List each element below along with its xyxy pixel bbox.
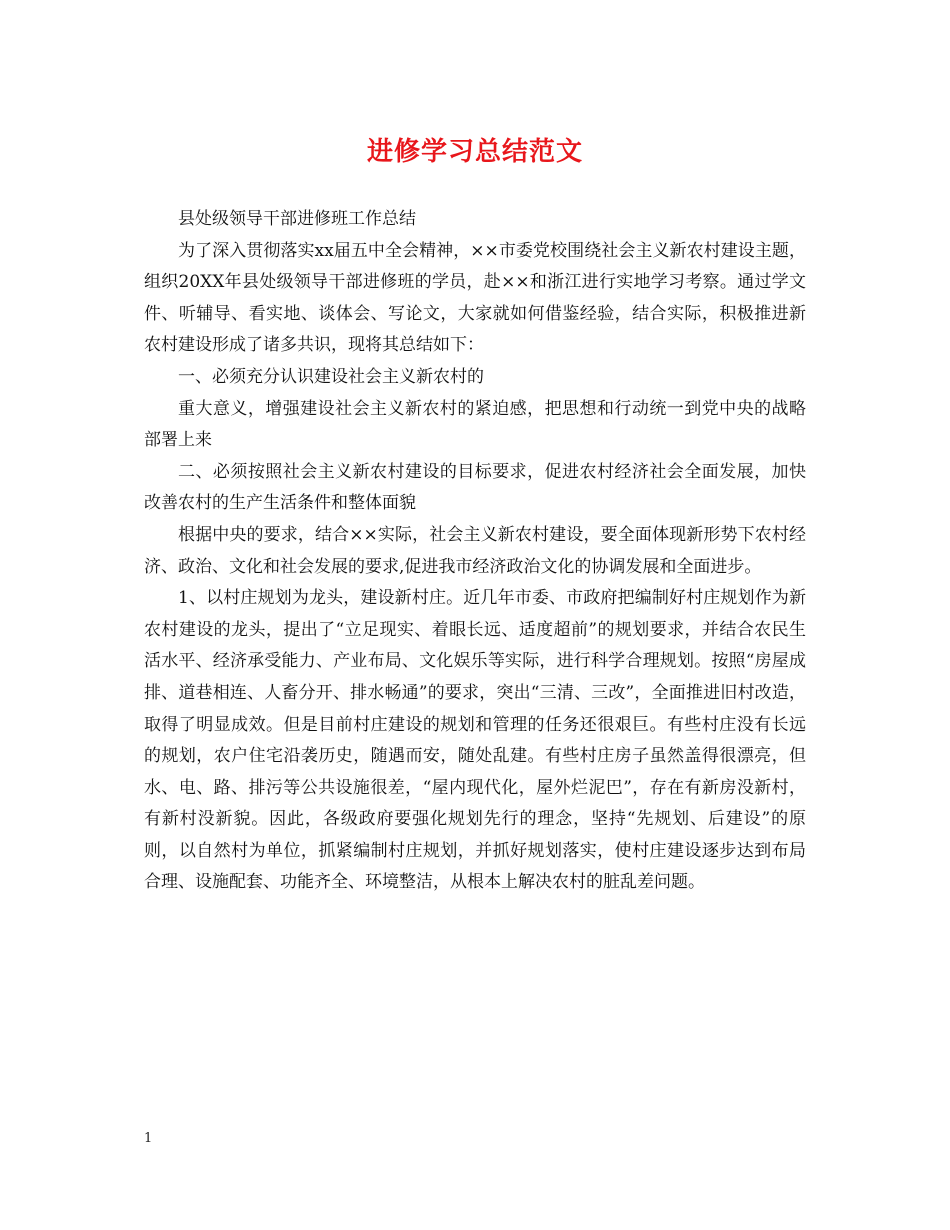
- page-number: 1: [144, 1131, 153, 1146]
- paragraph-section-one: 一、必须充分认识建设社会主义新农村的: [178, 366, 484, 387]
- document-title: 进修学习总结范文: [366, 137, 583, 167]
- paragraph-item-one: 1、以村庄规划为龙头，建设新村庄。近几年市委、市政府把编制好村庄规划作为新农村建设的龙头，提出了“立足现实、着眼长远、适度超前”的规划要求，并结合农民生活水平、经济承受能力、产业布局、文化娱乐等实际，进行科学合理规划。按照“房屋成排、道巷相连、人畜分开、排水畅通”的要求，突出“三清、三改”，全面推进旧村改造，取得了明显成效。但是目前村庄建设的规划和管理的任务还很艰巨。有些村庄没有长远的规划，农户住宅沿袭历史，随遇而安，随处乱建。有些村庄房子虽然盖得很漂亮，但水、电、路、排污等公共设施很差，“屋内现代化，屋外烂泥巴”，存在有新房没新村，有新村没新貌。因此，各级政府要强化规划先行的理念，坚持“先规划、后建设”的原则，以自然村为单位，抓紧编制村庄规划，并抓好规划落实，使村庄建设逐步达到布局合理、设施配套、功能齐全、环境整洁，从根本上解决农村的脏乱差问题。: [144, 588, 806, 893]
- paragraph-section-two: 二、必须按照社会主义新农村建设的目标要求，促进农村经济社会全面发展，加快改善农村的生产生活条件和整体面貌: [144, 461, 806, 514]
- paragraph-requirements: 根据中央的要求，结合××实际，社会主义新农村建设，要全面体现新形势下农村经济、政治、文化和社会发展的要求,促进我市经济政治文化的协调发展和全面进步。: [144, 524, 806, 577]
- paragraph-intro: 为了深入贯彻落实xx届五中全会精神，××市委党校围绕社会主义新农村建设主题，组织20XX年县处级领导干部进修班的学员，赴××和浙江进行实地学习考察。通过学文件、听辅导、看实地、谈体会、写论文，大家就如何借鉴经验，结合实际，积极推进新农村建设形成了诸多共识，现将其总结如下：: [144, 240, 806, 356]
- paragraph-section-one-cont: 重大意义，增强建设社会主义新农村的紧迫感，把思想和行动统一到党中央的战略部署上来: [144, 398, 806, 451]
- paragraph-subtitle: 县处级领导干部进修班工作总结: [178, 209, 416, 229]
- document-body: [144, 204, 806, 899]
